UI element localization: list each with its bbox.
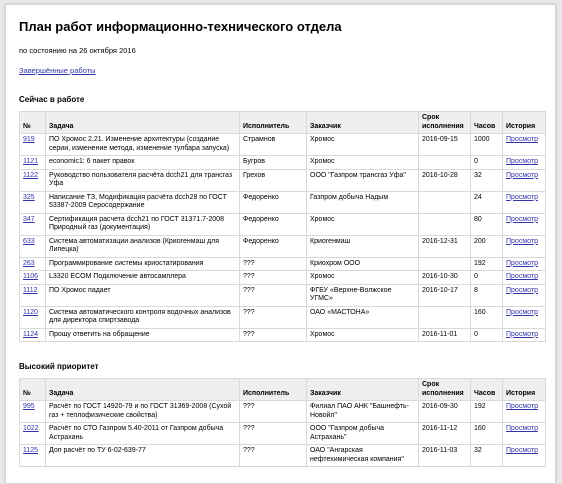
task-id-link[interactable]: 1124: [23, 330, 39, 338]
task-cell: L3320 ECOM Подключение автосамплера: [46, 271, 240, 285]
task-id-link[interactable]: 633: [23, 237, 35, 245]
col-header-task: Задача: [46, 112, 240, 134]
table-header-row: [20, 112, 546, 134]
customer-cell: Криогенмаш: [307, 235, 419, 257]
executor-cell: Бугров: [240, 156, 307, 170]
history-cell: [503, 169, 546, 191]
history-cell: [503, 257, 546, 271]
executor-cell: ???: [240, 445, 307, 467]
history-link[interactable]: Просмотр: [506, 425, 538, 432]
deadline-cell: 2016-10-17: [419, 284, 471, 306]
customer-cell: ОАО "Ангарская нефтехимическая компания": [307, 445, 419, 467]
table-row: [20, 401, 546, 423]
completed-works-link[interactable]: Завершённые работы: [19, 66, 96, 75]
col-header-executor: Исполнитель: [240, 379, 307, 401]
task-cell: Прошу ответить на обращение: [46, 328, 240, 342]
history-link[interactable]: Просмотр: [506, 171, 538, 179]
history-cell: [503, 401, 546, 423]
customer-cell: Хромос: [307, 134, 419, 156]
executor-cell: ???: [240, 306, 307, 328]
section-heading-high-priority: Высокий приоритет: [19, 362, 99, 371]
customer-cell: ФГБУ «Верхне-Волжское УГМС»: [307, 284, 419, 306]
col-header-deadline: Срок исполнения: [419, 379, 471, 401]
col-header-history: История: [503, 379, 546, 401]
history-link[interactable]: Просмотр: [506, 447, 538, 454]
col-header-executor: Исполнитель: [240, 112, 307, 134]
task-id-link[interactable]: 1022: [23, 425, 39, 432]
table-row: [20, 445, 546, 467]
history-link[interactable]: Просмотр: [506, 330, 538, 338]
executor-cell: Грехов: [240, 169, 307, 191]
task-id-cell: [20, 284, 46, 306]
task-id-link[interactable]: 919: [23, 136, 35, 143]
task-id-cell: [20, 169, 46, 191]
customer-cell: Хромос: [307, 328, 419, 342]
history-link[interactable]: Просмотр: [506, 286, 538, 294]
customer-cell: ОАО «МАСТОНА»: [307, 306, 419, 328]
task-cell: Написание ТЗ, Модификация расчёта dcch28 по ГОСТ 53387-2009 Серосодержание: [46, 191, 240, 213]
hours-cell: 8: [471, 284, 503, 306]
table-row: [20, 328, 546, 342]
task-id-cell: [20, 306, 46, 328]
table-row: [20, 156, 546, 170]
task-id-cell: [20, 191, 46, 213]
col-header-deadline: Срок исполнения: [419, 112, 471, 134]
task-id-cell: [20, 134, 46, 156]
executor-cell: ???: [240, 257, 307, 271]
task-id-link[interactable]: 1120: [23, 308, 39, 316]
task-id-cell: [20, 213, 46, 235]
task-cell: Руководство пользователя расчёта dcch21 для трансгаз Уфа: [46, 169, 240, 191]
table-header-row: [20, 379, 546, 401]
table-row: [20, 423, 546, 445]
col-header-history: История: [503, 112, 546, 134]
task-id-cell: [20, 423, 46, 445]
table-row: [20, 213, 546, 235]
customer-cell: Хромос: [307, 156, 419, 170]
task-id-link[interactable]: 1122: [23, 171, 39, 179]
col-header-hours: Часов: [471, 379, 503, 401]
hours-cell: 160: [471, 306, 503, 328]
task-cell: Программирование системы криостатирования: [46, 257, 240, 271]
task-cell: Система автоматического контроля водочных анализов для директора спиртзавода: [46, 306, 240, 328]
deadline-cell: [419, 191, 471, 213]
col-header-customer: Заказчик: [307, 379, 419, 401]
executor-cell: ???: [240, 423, 307, 445]
task-cell: ПО Хромос 2.21. Изменение архитектуры (создание серии, изменение метода, изменение тулбара запуска): [46, 134, 240, 156]
customer-cell: Филиал ПАО АНК "Башнефть-Новойл": [307, 401, 419, 423]
executor-cell: Федоренко: [240, 213, 307, 235]
customer-cell: ООО "Газпром добыча Астрахань": [307, 423, 419, 445]
customer-cell: Хромос: [307, 213, 419, 235]
task-id-link[interactable]: 1106: [23, 273, 39, 280]
page-content: [5, 4, 556, 484]
task-id-link[interactable]: 1125: [23, 447, 39, 454]
task-id-cell: [20, 445, 46, 467]
history-cell: [503, 156, 546, 170]
deadline-cell: 2016-10-30: [419, 271, 471, 285]
table-row: [20, 271, 546, 285]
deadline-cell: 2016-10-28: [419, 169, 471, 191]
section-heading-in-progress: Сейчас в работе: [19, 95, 85, 104]
status-date: по состоянию на 26 октября 2016: [19, 46, 136, 55]
history-link[interactable]: Просмотр: [506, 215, 538, 223]
table-row: [20, 306, 546, 328]
hours-cell: 32: [471, 445, 503, 467]
task-id-link[interactable]: 1112: [23, 286, 38, 294]
deadline-cell: 2016-09-30: [419, 401, 471, 423]
hours-cell: 200: [471, 235, 503, 257]
task-id-link[interactable]: 325: [23, 193, 35, 201]
task-id-cell: [20, 328, 46, 342]
history-cell: [503, 134, 546, 156]
deadline-cell: [419, 257, 471, 271]
hours-cell: 24: [471, 191, 503, 213]
customer-cell: Хромос: [307, 271, 419, 285]
task-cell: Расчёт по ГОСТ 14920-79 и по ГОСТ 31369-2008 (Сухой газ + теплофизические свойства): [46, 401, 240, 423]
task-id-link[interactable]: 263: [23, 259, 35, 267]
task-id-cell: [20, 235, 46, 257]
history-link[interactable]: Просмотр: [506, 136, 538, 143]
history-cell: [503, 271, 546, 285]
task-cell: ПО Хромос падает: [46, 284, 240, 306]
history-link[interactable]: Просмотр: [506, 259, 538, 267]
history-cell: [503, 328, 546, 342]
deadline-cell: [419, 213, 471, 235]
col-header-hours: Часов: [471, 112, 503, 134]
high-priority-table: [19, 378, 546, 467]
history-link[interactable]: Просмотр: [506, 237, 538, 245]
task-cell: Система автоматизации анализов (Криогенмаш для Липецка): [46, 235, 240, 257]
customer-cell: ООО "Газпром трансгаз Уфа": [307, 169, 419, 191]
history-cell: [503, 445, 546, 467]
hours-cell: 0: [471, 156, 503, 170]
hours-cell: 0: [471, 328, 503, 342]
executor-cell: ???: [240, 328, 307, 342]
task-id-cell: [20, 156, 46, 170]
history-link[interactable]: Просмотр: [506, 158, 538, 165]
executor-cell: ???: [240, 284, 307, 306]
task-id-link[interactable]: 1121: [23, 158, 39, 165]
task-id-cell: [20, 401, 46, 423]
hours-cell: 160: [471, 423, 503, 445]
history-link[interactable]: Просмотр: [506, 193, 538, 201]
history-cell: [503, 284, 546, 306]
table-row: [20, 169, 546, 191]
deadline-cell: 2016-12-31: [419, 235, 471, 257]
hours-cell: 192: [471, 401, 503, 423]
task-cell: Доп расчёт по ТУ 6-02-639-77: [46, 445, 240, 467]
history-cell: [503, 423, 546, 445]
task-id-cell: [20, 257, 46, 271]
executor-cell: Страмнов: [240, 134, 307, 156]
executor-cell: Федоренко: [240, 191, 307, 213]
col-header-task: Задача: [46, 379, 240, 401]
deadline-cell: [419, 306, 471, 328]
in-progress-table: [19, 111, 546, 342]
history-link[interactable]: Просмотр: [506, 403, 538, 410]
hours-cell: 32: [471, 169, 503, 191]
table-row: [20, 191, 546, 213]
hours-cell: 1000: [471, 134, 503, 156]
col-header-num: №: [20, 379, 46, 401]
table-row: [20, 257, 546, 271]
history-link[interactable]: Просмотр: [506, 273, 538, 280]
table-row: [20, 235, 546, 257]
hours-cell: 192: [471, 257, 503, 271]
history-cell: [503, 235, 546, 257]
task-id-cell: [20, 271, 46, 285]
deadline-cell: 2016-09-15: [419, 134, 471, 156]
history-cell: [503, 306, 546, 328]
task-id-link[interactable]: 995: [23, 403, 35, 410]
hours-cell: 0: [471, 271, 503, 285]
task-cell: Расчёт по СТО Газпром 5.40-2011 от Газпром добыча Астрахань: [46, 423, 240, 445]
history-link[interactable]: Просмотр: [506, 308, 538, 316]
history-cell: [503, 213, 546, 235]
task-cell: Сертификация расчета dcch21 по ГОСТ 31371.7-2008 Природный газ (документация): [46, 213, 240, 235]
table-row: [20, 284, 546, 306]
deadline-cell: 2016-11-01: [419, 328, 471, 342]
executor-cell: ???: [240, 401, 307, 423]
executor-cell: Федоренко: [240, 235, 307, 257]
history-cell: [503, 191, 546, 213]
task-cell: economic1: 6 пакет правок: [46, 156, 240, 170]
deadline-cell: [419, 156, 471, 170]
executor-cell: ???: [240, 271, 307, 285]
deadline-cell: 2016-11-12: [419, 423, 471, 445]
col-header-num: №: [20, 112, 46, 134]
hours-cell: 80: [471, 213, 503, 235]
table-row: [20, 134, 546, 156]
deadline-cell: 2016-11-03: [419, 445, 471, 467]
customer-cell: Газпром добыча Надым: [307, 191, 419, 213]
task-id-link[interactable]: 347: [23, 215, 35, 223]
page-title: План работ информационно-технического отдела: [19, 19, 342, 34]
customer-cell: Криохром ООО: [307, 257, 419, 271]
col-header-customer: Заказчик: [307, 112, 419, 134]
